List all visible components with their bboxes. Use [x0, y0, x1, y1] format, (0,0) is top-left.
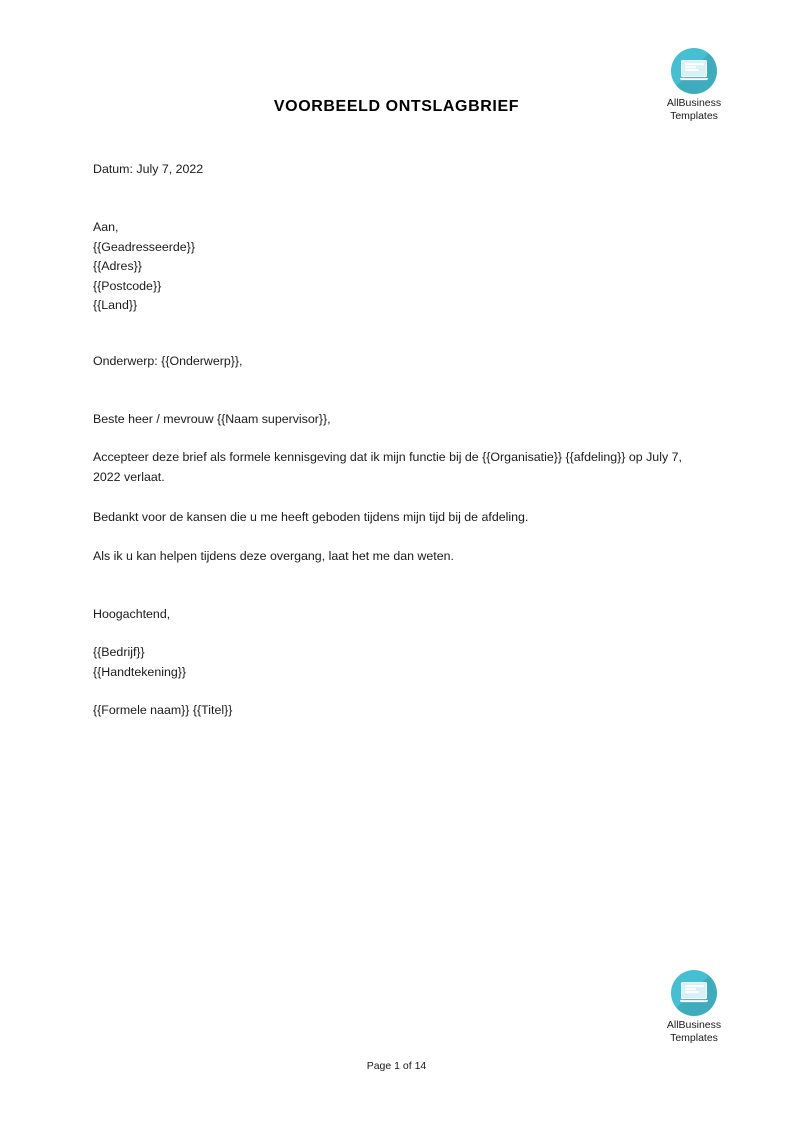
logo-wordmark-line-2: Templates: [670, 109, 718, 122]
greeting-text: Beste heer / mevrouw {{Naam supervisor}},: [93, 412, 331, 426]
laptop-screen-line: [685, 63, 704, 65]
laptop-screen: [681, 60, 707, 77]
signoff-text: Hoogachtend,: [93, 607, 171, 621]
page-indicator: Page 1 of 14: [366, 1060, 427, 1072]
address-country: {{Land}}: [93, 298, 138, 312]
body-paragraph-2: [93, 508, 693, 528]
laptop-icon: [680, 982, 708, 1002]
footer-logo: [646, 970, 742, 1044]
paragraph-3-text: Als ik u kan helpen tijdens deze overgang, laat het me dan weten.: [93, 549, 454, 563]
laptop-screen-line: [685, 985, 704, 987]
laptop-screen-line: [685, 991, 700, 993]
laptop-screen: [681, 982, 707, 999]
address-salutation: Aan,: [93, 220, 119, 234]
laptop-screen-line: [685, 66, 697, 68]
date-line: [93, 160, 693, 180]
allbusiness-templates-logo-icon: [671, 48, 717, 94]
laptop-icon: [680, 60, 708, 80]
date-text: Datum: July 7, 2022: [93, 162, 204, 176]
closing-signoff: [93, 605, 693, 625]
paragraph-1-text: Accepteer deze brief als formele kennisgeving dat ik mijn functie bij de {{Organisatie}} {{afdeling}} op July 7, 2022 verlaat.: [93, 450, 682, 484]
closing-formal-name-block: [93, 701, 693, 721]
address-block: [93, 218, 693, 316]
subject-text: Onderwerp: {{Onderwerp}},: [93, 354, 243, 368]
laptop-screen-line: [685, 988, 697, 990]
body-paragraph-3: [93, 547, 693, 567]
address-postcode: {{Postcode}}: [93, 278, 162, 293]
address-street: {{Adres}}: [93, 259, 142, 273]
allbusiness-templates-logo-icon: [671, 970, 717, 1016]
logo-wordmark-line-1: AllBusiness: [666, 97, 722, 109]
closing-company: {{Bedrijf}}: [93, 645, 145, 659]
laptop-base: [680, 1000, 708, 1003]
closing-signature: {{Handtekening}}: [93, 664, 187, 679]
laptop-base: [680, 78, 708, 81]
closing-company-block: [93, 643, 693, 682]
page-title: VOORBEELD ONTSLAGBRIEF: [273, 98, 520, 115]
body-paragraph-1: [93, 448, 697, 487]
address-addressee: {{Geadresseerde}}: [93, 239, 195, 254]
greeting-line: [93, 410, 693, 430]
logo-wordmark: [646, 1019, 742, 1044]
subject-line: [93, 352, 693, 372]
logo-wordmark-line-1: AllBusiness: [666, 1019, 722, 1031]
laptop-screen-line: [685, 69, 700, 71]
logo-wordmark-line-2: Templates: [670, 1031, 718, 1044]
paragraph-2-text: Bedankt voor de kansen die u me heeft geboden tijdens mijn tijd bij de afdeling.: [93, 510, 529, 524]
closing-formal-name: {{Formele naam}} {{Titel}}: [93, 703, 233, 717]
